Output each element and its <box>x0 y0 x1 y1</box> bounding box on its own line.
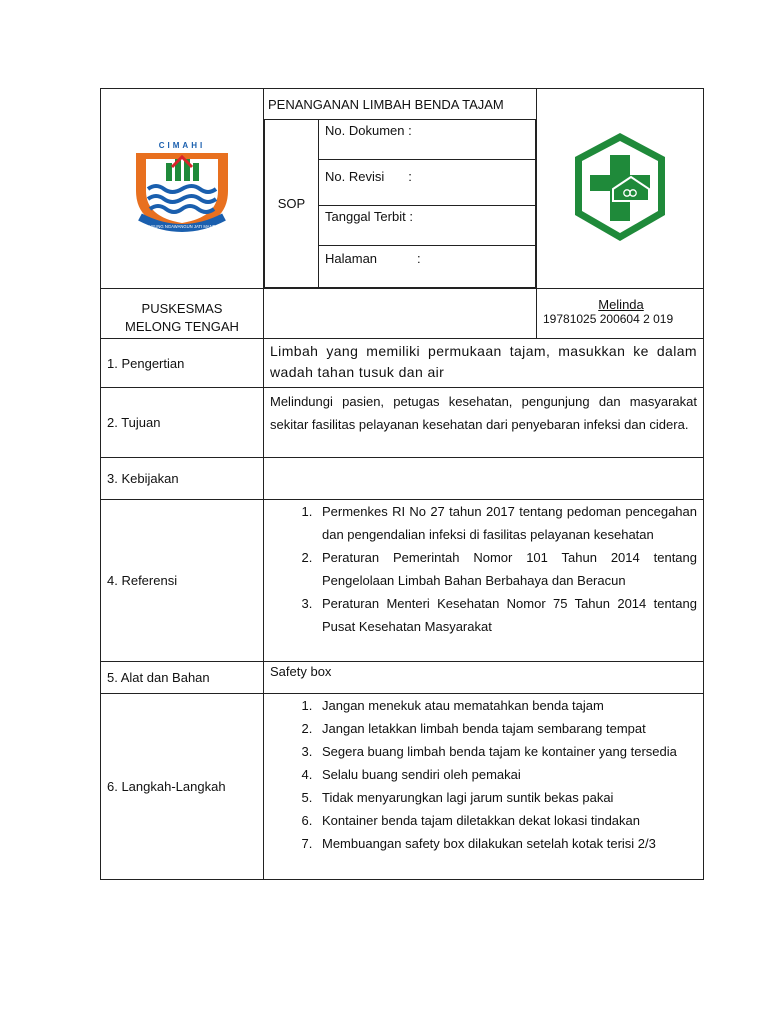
cimahi-emblem-icon <box>126 139 238 235</box>
meta-table <box>264 119 536 288</box>
section-text-kebijakan <box>264 458 704 500</box>
section-text-pengertian: Limbah yang memiliki permukaan tajam, masukkan ke dalam wadah tahan tusuk dan air <box>264 339 704 388</box>
langkah-list <box>270 694 697 855</box>
referensi-list <box>270 500 697 638</box>
institution-line-1: PUSKESMAS <box>141 300 223 316</box>
page-colon: : <box>417 251 421 266</box>
section-label-tujuan: 2. Tujuan <box>101 388 264 458</box>
signature-cell <box>537 289 704 339</box>
issue-date-field: Tanggal Terbit : <box>319 206 536 246</box>
section-label-kebijakan: 3. Kebijakan <box>101 458 264 500</box>
page-field <box>319 246 536 288</box>
list-item: 3. Segera buang limbah benda tajam ke kontainer yang tersedia <box>316 740 697 763</box>
section-label-langkah: 6. Langkah-Langkah <box>101 694 264 880</box>
sop-table <box>100 88 704 880</box>
section-text-alat: Safety box <box>264 662 704 694</box>
list-item: 2. Peraturan Pemerintah Nomor 101 Tahun 2014 tentang Pengelolaan Limbah Bahan Berbahaya dan Beracun <box>316 546 697 592</box>
section-label-referensi: 4. Referensi <box>101 500 264 662</box>
list-item: 3. Peraturan Menteri Kesehatan Nomor 75 Tahun 2014 tentang Pusat Kesehatan Masyarakat <box>316 592 697 638</box>
page-label: Halaman <box>325 251 378 266</box>
signatory-name: Melinda <box>598 297 644 312</box>
list-item: 7. Membuangan safety box dilakukan setelah kotak terisi 2/3 <box>316 832 697 855</box>
revision-label: No. Revisi <box>325 169 385 184</box>
list-item: 6. Kontainer benda tajam diletakkan dekat lokasi tindakan <box>316 809 697 832</box>
revision-field <box>319 160 536 206</box>
section-label-alat: 5. Alat dan Bahan <box>101 662 264 694</box>
header-center-cell <box>264 89 537 289</box>
sop-document <box>100 88 703 880</box>
institution-cell <box>101 289 264 339</box>
doc-number-field: No. Dokumen : <box>319 120 536 160</box>
blank-cell <box>264 289 537 339</box>
list-item: 1. Jangan menekuk atau mematahkan benda tajam <box>316 694 697 717</box>
revision-colon: : <box>408 169 412 184</box>
left-logo-cell <box>101 89 264 289</box>
list-item: 1. Permenkes RI No 27 tahun 2017 tentang pedoman pencegahan dan pengendalian infeksi di fasilitas pelayanan kesehatan <box>316 500 697 546</box>
sop-label: SOP <box>265 120 319 288</box>
list-item: 2. Jangan letakkan limbah benda tajam sembarang tempat <box>316 717 697 740</box>
signatory-nip: 19781025 200604 2 019 <box>543 312 674 326</box>
section-list-langkah <box>264 694 704 880</box>
section-text-tujuan: Melindungi pasien, petugas kesehatan, pengunjung dan masyarakat sekitar fasilitas pelayanan kesehatan dari penyebaran infeksi dan cidera. <box>264 388 704 458</box>
institution-line-2: MELONG TENGAH <box>125 318 239 334</box>
section-label-pengertian: 1. Pengertian <box>101 339 264 388</box>
section-list-referensi <box>264 500 704 662</box>
puskesmas-cross-icon <box>565 127 675 247</box>
emblem-city-text: CIMAHI <box>158 141 206 150</box>
list-item: 5. Tidak menyarungkan lagi jarum suntik bekas pakai <box>316 786 697 809</box>
emblem-motto-text: SAUYUNG NGAWANGUN JATI MANDIRI <box>142 224 222 229</box>
list-item: 4. Selalu buang sendiri oleh pemakai <box>316 763 697 786</box>
right-logo-cell <box>537 89 704 289</box>
document-title: PENANGANAN LIMBAH BENDA TAJAM <box>268 97 504 112</box>
